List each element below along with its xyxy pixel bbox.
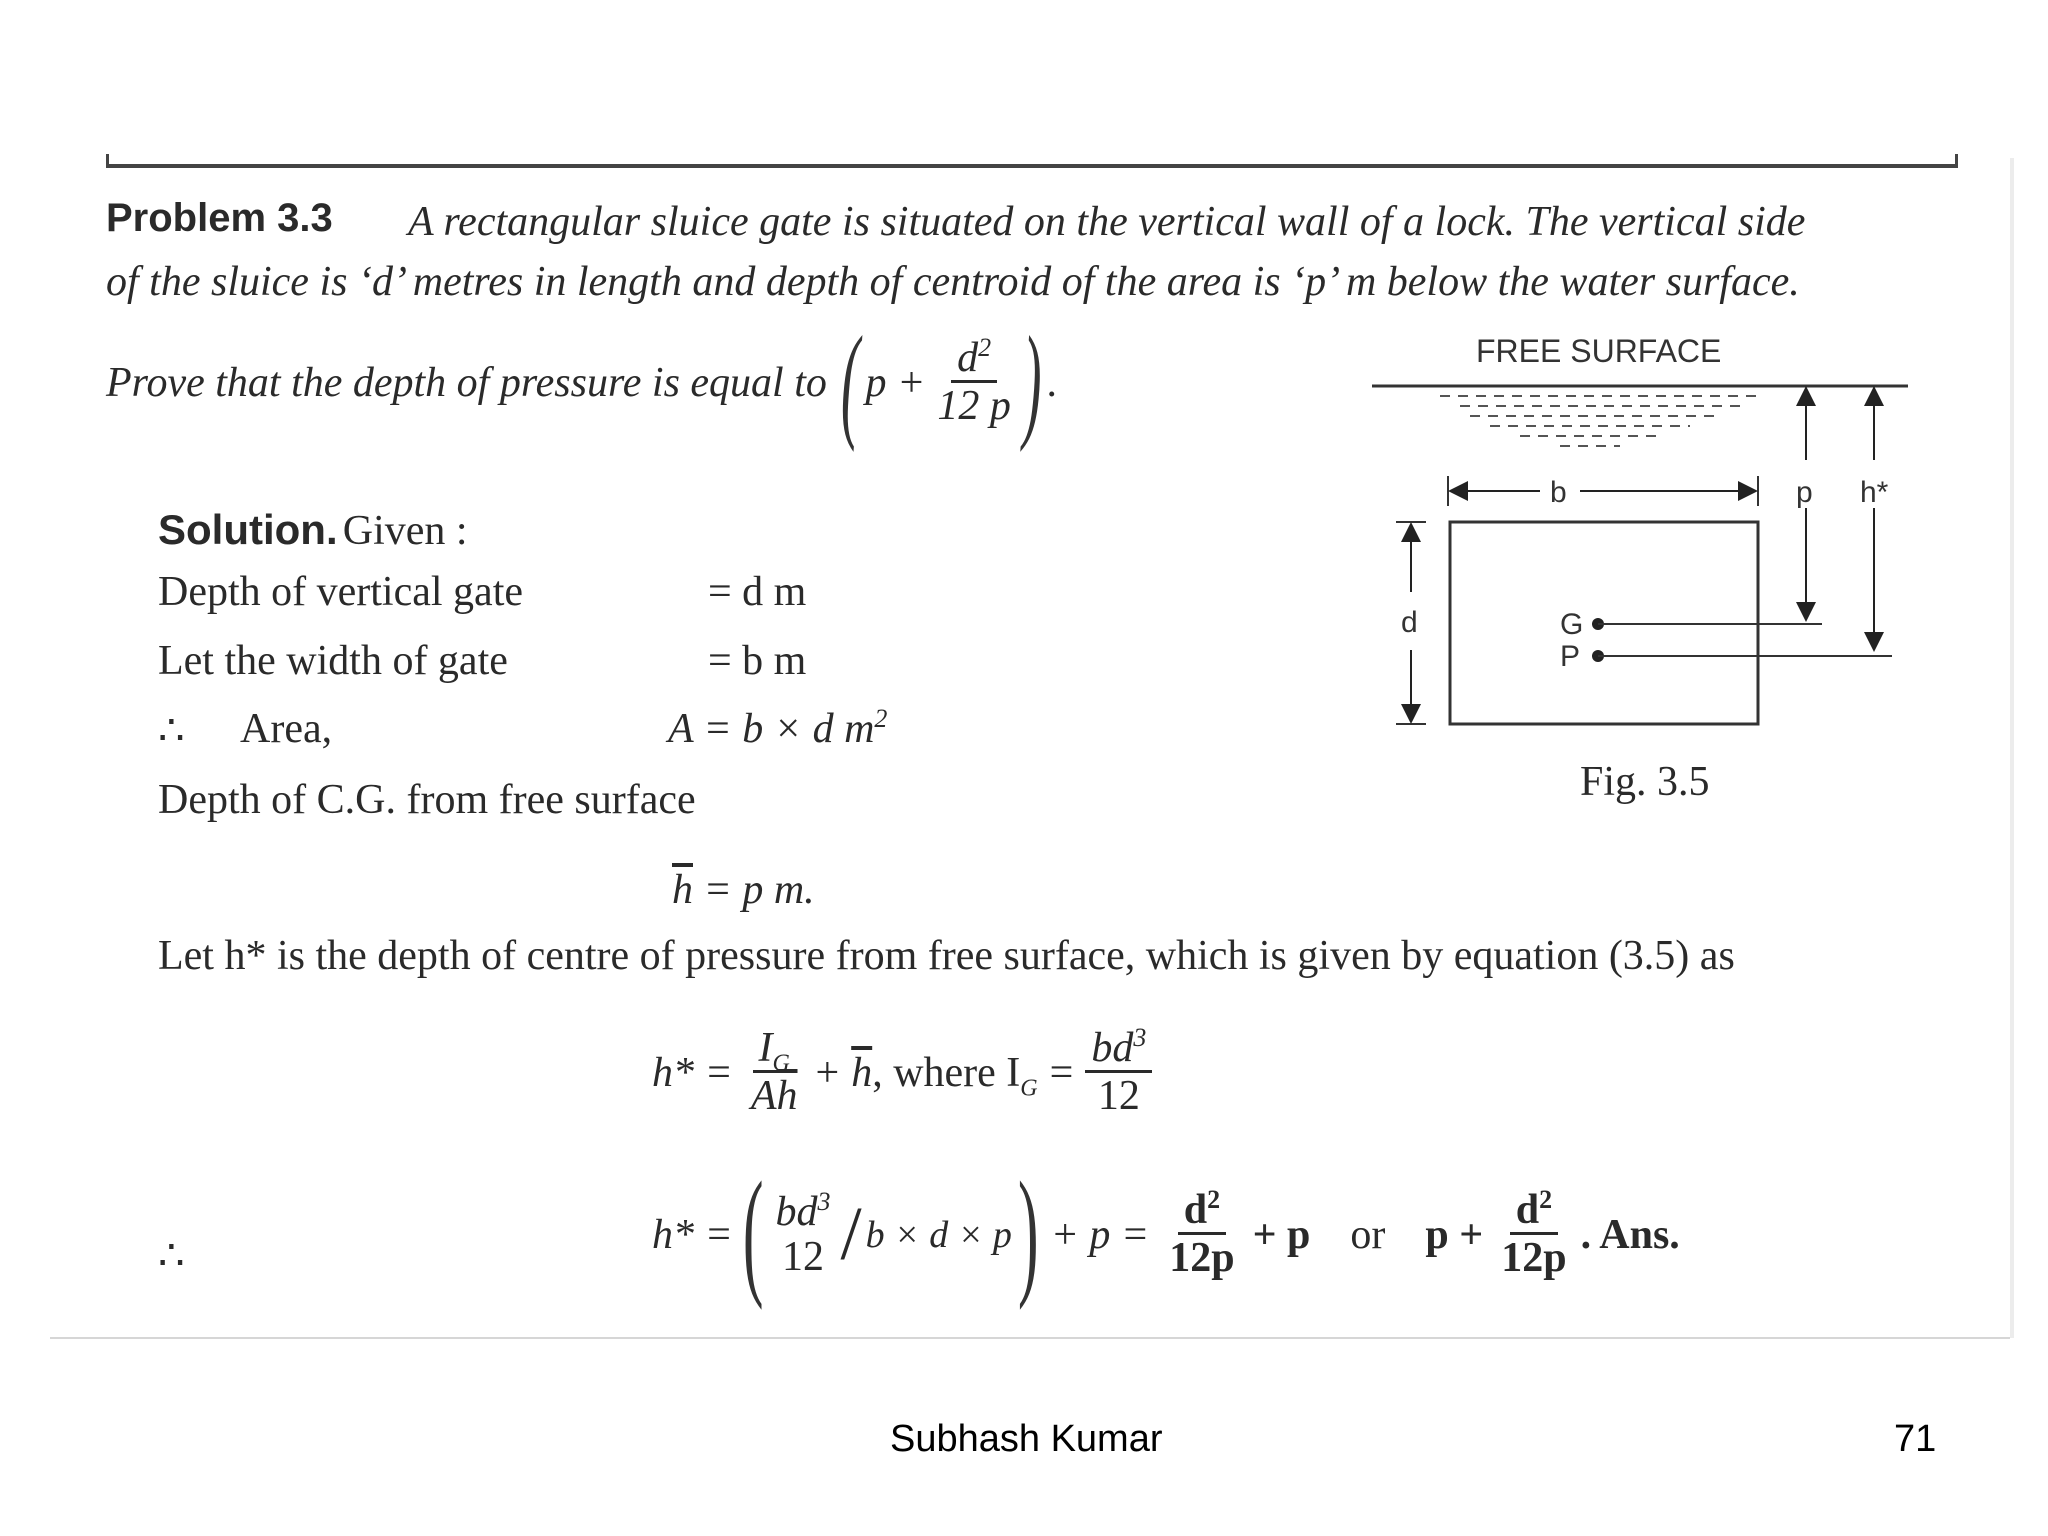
scan-bottom-edge [50, 1337, 2010, 1339]
eq2-den: 12 [782, 1233, 824, 1280]
prove-fraction [931, 333, 1017, 430]
rule-right-tick [1955, 154, 1958, 168]
row-width-label: Let the width of gate [158, 638, 508, 684]
prove-statement [106, 311, 1059, 454]
eq2-pplus: p + [1425, 1211, 1484, 1258]
row-depth-label: Depth of vertical gate [158, 569, 523, 615]
prove-num: d [957, 335, 979, 381]
eq2-or: or [1350, 1211, 1386, 1258]
eq2-fraction-2 [1495, 1185, 1572, 1282]
eq2-mid: b × d × p [865, 1213, 1012, 1256]
figure-label-P: P [1560, 640, 1581, 673]
eq2-f2-num: d [1515, 1187, 1540, 1233]
eq2-num-exp: 3 [817, 1186, 831, 1216]
figure-label-d: d [1401, 606, 1418, 639]
eq2-f1-exp: 2 [1207, 1185, 1221, 1214]
eq2-lhs: h* = [652, 1211, 733, 1258]
figure-label-G: G [1560, 608, 1584, 641]
hbar-symbol: $\overline{h}$ [672, 867, 693, 913]
prove-p: p + [865, 359, 926, 406]
eq1-where-sub: G [1020, 1075, 1038, 1102]
eq1-num-sub: G [772, 1050, 790, 1077]
row-depth-value: = d m [708, 569, 807, 615]
solution-heading [158, 506, 468, 555]
solution-given: Given : [342, 508, 468, 554]
eq2-slash: / [840, 1192, 862, 1277]
let-line: Let h* is the depth of centre of pressure from free surface, which is given by equation (3.5) as [158, 933, 1735, 979]
page-number: 71 [1894, 1418, 1937, 1460]
eq2-therefore: ∴ [158, 1233, 185, 1279]
eq2-f1-den: 12p [1169, 1235, 1235, 1282]
prove-num-exp: 2 [978, 333, 992, 362]
eq2-f2-exp: 2 [1539, 1185, 1553, 1214]
cg-text: Depth of C.G. from free surface [158, 777, 696, 823]
top-rule [106, 164, 1958, 168]
sluice-gate-figure [1360, 330, 1920, 810]
problem-label: Problem 3.3 [106, 196, 333, 240]
footer-author: Subhash Kumar [890, 1418, 1163, 1460]
eq1-fraction-2 [1085, 1023, 1152, 1120]
eq2-num: bd [775, 1188, 818, 1235]
eq1-den2: 12 [1097, 1073, 1140, 1120]
prove-end: . [1047, 359, 1059, 406]
figure-label-b: b [1550, 476, 1567, 509]
figure-caption: Fig. 3.5 [1580, 759, 1710, 805]
eq1-where [872, 1049, 1038, 1102]
problem-statement-line1: A rectangular sluice gate is situated on the vertical wall of a lock. The vertical side [408, 199, 1806, 245]
hbar-equation [672, 866, 815, 914]
row-width-value: = b m [708, 638, 807, 684]
eq2-paren-close: ) [1017, 1155, 1039, 1312]
eq2-f2-den: 12p [1501, 1235, 1567, 1282]
eq2-fraction-1 [1163, 1185, 1240, 1282]
eq2-ans: . Ans. [1580, 1211, 1680, 1258]
water-hatching [1440, 396, 1760, 446]
area-exp: 2 [874, 704, 888, 733]
paren-close: ) [1022, 311, 1042, 454]
area-label: Area, [240, 706, 333, 752]
problem-statement-line2: of the sluice is ‘d’ metres in length and depth of centroid of the area is ‘p’ m below the water surface. [106, 259, 1800, 305]
free-surface-label: FREE SURFACE [1476, 333, 1722, 369]
eq1-num2: bd [1091, 1025, 1134, 1071]
solution-label: Solution. [158, 506, 338, 553]
eq1-num: I [758, 1025, 773, 1071]
area-expression: A = b × d m [668, 706, 875, 752]
eq1-equals: = [1049, 1049, 1074, 1096]
eq2-f1-num: d [1183, 1187, 1208, 1233]
eq1-lhs: h* = [652, 1049, 733, 1096]
eq1-den-h: $\overline{h}$ [776, 1073, 798, 1120]
figure-label-hstar: h* [1860, 476, 1889, 509]
eq2-fraction-inner [770, 1186, 837, 1280]
eq1-plus: + [815, 1049, 840, 1096]
equation-1 [652, 1023, 1152, 1120]
paren-open: ( [840, 311, 860, 454]
eq1-fraction-1 [745, 1026, 804, 1119]
eq2-paren-open: ( [742, 1155, 764, 1312]
prove-den: 12 p [937, 383, 1011, 430]
eq1-where-text: , where I [872, 1049, 1021, 1096]
prove-text: Prove that the depth of pressure is equal to [106, 359, 827, 406]
eq1-den-a: A [750, 1073, 777, 1120]
eq1-hbar: $\overline{h}$ [851, 1049, 873, 1096]
area-value [668, 705, 887, 753]
eq1-num2-exp: 3 [1133, 1023, 1147, 1052]
eq2-plus-p: + p = [1050, 1211, 1150, 1258]
scan-edge [2010, 158, 2014, 1338]
therefore-symbol: ∴ [158, 708, 185, 754]
figure-label-p: p [1796, 476, 1813, 509]
hbar-rest: = p m. [703, 867, 815, 913]
eq2-plus: + p [1252, 1211, 1311, 1258]
equation-2 [652, 1155, 1680, 1312]
